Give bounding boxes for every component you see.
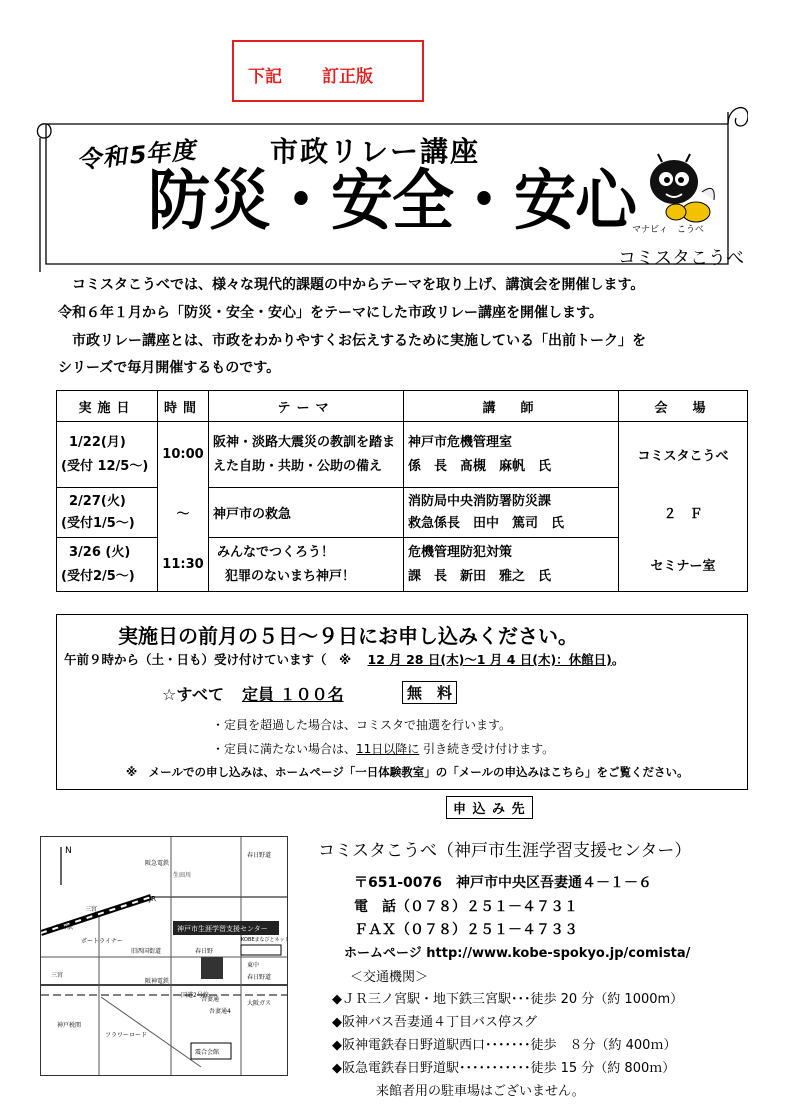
map-label: 三宮駅 (55, 924, 74, 931)
map-label: 大阪ガス (247, 1000, 272, 1007)
apply-all-prefix: ☆すべて (162, 685, 225, 704)
row-lecturer-dept: 神戸市危機管理室 (408, 434, 513, 450)
map-jr-label: JR (149, 895, 156, 903)
header-time: 時間 (158, 391, 209, 422)
row-accept: (受付 12/5～) (61, 458, 149, 474)
access-map (40, 836, 288, 1076)
row-theme-2: えた自助・共助・公助の備え (213, 458, 383, 474)
table-row (57, 538, 748, 592)
apply-closed-days: 12 月 28 日(木)～1 月 4 日(木)：休館日) (367, 652, 612, 667)
apply-capacity: 定員 １００名 (242, 685, 344, 704)
map-label: 震合会館 (195, 1049, 220, 1056)
row-date: 1/22(月) (69, 434, 126, 450)
map-label: 吾妻通 (201, 996, 220, 1003)
map-label: 春日野 (195, 948, 214, 955)
time-start: 10:00 (162, 447, 204, 463)
venue-floor: ２ Ｆ (663, 507, 703, 522)
correction-notice (232, 40, 424, 102)
transport-title: ＜交通機関＞ (350, 970, 429, 985)
header-lecturer: 講 師 (404, 391, 619, 422)
venue-room: セミナー室 (650, 558, 716, 574)
apply-note-late (212, 740, 554, 757)
row-lecturer-dept: 消防局中央消防署防災課 (408, 493, 552, 509)
correction-left: 下記 (248, 67, 282, 87)
apply-note-email: ※ メールでの申し込みは、ホームページ「一日体験教室」の「メールの申込みはこちら」をご覧ください。 (126, 765, 689, 779)
map-label: フラワーロード (105, 1032, 148, 1039)
apply-hours-a: 午前９時から（土・日も）受け付けています（ ※ (64, 652, 352, 667)
map-label: 国道2号線 (181, 992, 209, 999)
map-north: N (65, 846, 72, 856)
row-accept: (受付1/5～) (61, 515, 135, 531)
header-venue: 会 場 (619, 391, 748, 422)
contact-org: コミスタこうべ（神戸市生涯学習支援センター） (318, 841, 692, 861)
map-label: 旧西国街道 (131, 948, 162, 955)
apply-note-lottery: ・定員を超過した場合は、コミスタで抽選を行います。 (212, 718, 512, 732)
map-label: 神戸税関 (57, 1022, 82, 1029)
apply-note-late-b: 11日以降に (356, 742, 420, 756)
intro-line-2: 令和６年１月から「防災・安全・安心」をテーマにした市政リレー講座を開催します。 (58, 305, 603, 321)
contact-website[interactable]: ホームページ http://www.kobe-spokyo.jp/comista/ (344, 946, 691, 961)
contact-fax: ＦＡＸ（０７８）２５１－４７３３ (354, 922, 578, 938)
row-theme: みんなでつくろう！ (217, 544, 335, 560)
intro-line-3: 市政リレー講座とは、市政をわかりやすくお伝えするために実施している「出前トーク」を (58, 333, 646, 349)
venue-name: コミスタこうべ (637, 449, 729, 465)
table-header-row (57, 391, 748, 422)
mascot-icon (640, 152, 720, 232)
map-label: 三宮 (85, 906, 98, 913)
table-row (57, 422, 748, 488)
schedule-table (56, 390, 748, 592)
apply-note-late-c: 引き続き受け付けます。 (419, 742, 555, 756)
apply-hours-c: 。 (611, 652, 625, 667)
apply-headline: 実施日の前月の５日～９日にお申し込みください。 (118, 624, 578, 648)
map-drawing (41, 837, 287, 1075)
destination-label: 申 込 み 先 (446, 796, 533, 819)
map-label: 吾妻通4 (209, 1008, 231, 1015)
map-label: 三宮 (51, 972, 64, 979)
intro-line-4: シリーズで毎月開催するものです。 (58, 360, 281, 376)
apply-free: 無 料 (402, 681, 457, 704)
map-label: KOBEまなびとネット (241, 937, 287, 943)
time-end: 11:30 (162, 556, 204, 572)
table-row (57, 488, 748, 538)
row-theme: 阪神・淡路大震災の教訓を踏ま (213, 434, 396, 450)
header-theme: テーマ (209, 391, 404, 422)
time-separator: ～ (176, 507, 190, 522)
row-lecturer-name: 係 長 髙槻 麻帆 氏 (408, 458, 552, 474)
correction-right: 訂正版 (322, 67, 373, 87)
banner-title: 防災・安全・安心 (148, 162, 637, 239)
banner-year: 令和5年度 (77, 135, 201, 175)
intro-line-1: コミスタこうべでは、様々な現代的課題の中からテーマを取り上げ、講演会を開催します。 (58, 277, 645, 293)
row-accept: (受付2/5～) (61, 568, 135, 584)
map-label: 阪神電鉄 (145, 978, 170, 985)
row-theme: 神戸市の救急 (213, 507, 292, 522)
row-lecturer-name: 救急係長 田中 篤司 氏 (408, 515, 565, 531)
banner-series: 市政リレー講座 (270, 135, 481, 168)
map-label: 生田川 (173, 872, 192, 879)
apply-hours (64, 650, 624, 668)
map-label: ポートライナー (81, 938, 123, 945)
mascot-label: マナビィ こうべ (632, 225, 704, 235)
access-item: ◆阪神電鉄春日野道駅西口･･･････徒歩 ８分（約 400ｍ） (332, 1038, 677, 1053)
header-date: 実施日 (57, 391, 158, 422)
contact-tel: 電 話（０７８）２５１－４７３１ (354, 899, 578, 915)
row-date: 3/26 (火) (69, 544, 131, 560)
row-lecturer-name: 課 長 新田 雅之 氏 (408, 568, 552, 584)
parking-note: 来館者用の駐車場はございません。 (376, 1084, 585, 1099)
map-center-label: 神戸市生涯学習支援センター (177, 925, 268, 933)
brand-name: コミスタこうべ (618, 248, 744, 269)
access-item: ◆阪急電鉄春日野道駅･･･････････徒歩 15 分（約 800ｍ） (332, 1061, 676, 1076)
map-label: 東中 (247, 962, 260, 969)
apply-note-late-a: ・定員に満たない場合は、 (212, 742, 357, 756)
row-date: 2/27(火) (69, 493, 126, 509)
map-label: 春日野道 (247, 852, 272, 859)
access-item: ◆阪神バス吾妻通４丁目バス停スグ (332, 1015, 537, 1030)
access-item: ◆ＪＲ三ノ宮駅・地下鉄三宮駅･･･徒歩 20 分（約 1000m） (332, 992, 684, 1007)
row-lecturer-dept: 危機管理防犯対策 (408, 544, 513, 560)
row-theme-2: 犯罪のないまち神戸！ (225, 568, 356, 584)
map-label: 春日野道 (247, 974, 272, 981)
map-label: 阪急電鉄 (145, 860, 170, 867)
contact-address: 〒651-0076 神戸市中央区吾妻通４－１－６ (354, 875, 652, 891)
